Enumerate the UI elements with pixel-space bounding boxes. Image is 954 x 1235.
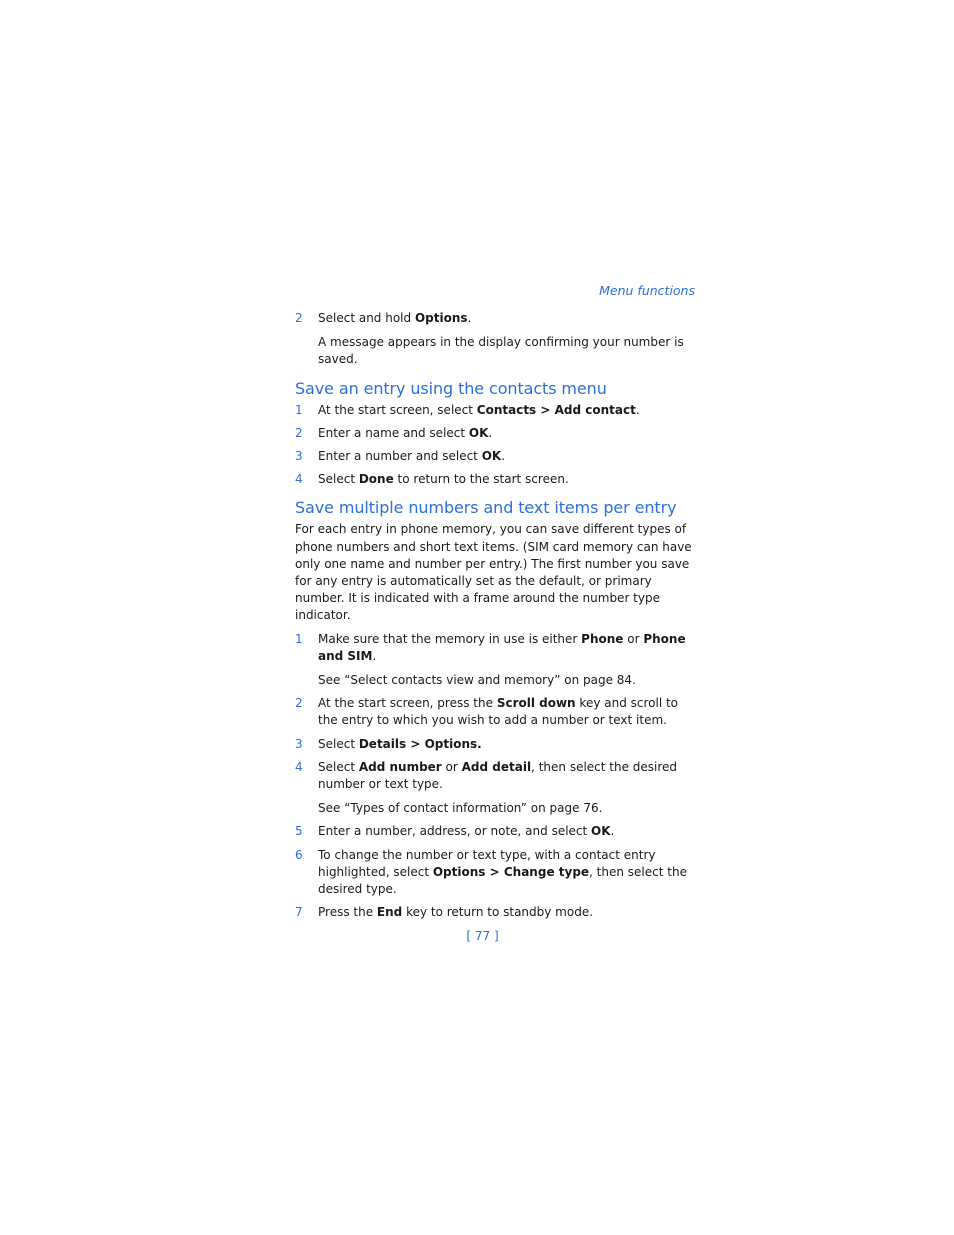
step-item	[295, 847, 695, 899]
step-emphasis: Scroll down	[496, 696, 576, 711]
step-emphasis: Details	[358, 736, 407, 751]
step-item	[295, 402, 695, 419]
step-text: Enter a number and select	[318, 449, 482, 464]
step-item	[295, 823, 695, 840]
step-emphasis: Add number	[358, 759, 442, 774]
step-item	[295, 904, 695, 921]
step-emphasis: Add detail	[461, 759, 532, 774]
running-header: Menu functions	[599, 283, 695, 298]
step-text: key to return to standby mode.	[402, 905, 594, 920]
step-item	[295, 736, 695, 753]
step-text: to return to the start screen.	[393, 472, 569, 487]
step-text: Select and hold	[318, 311, 415, 325]
contacts-menu-steps	[295, 402, 695, 489]
step-emphasis: OK	[468, 425, 489, 440]
step-item	[295, 471, 695, 488]
step-text: At the start screen, select	[318, 402, 477, 417]
step-number: 5	[295, 824, 303, 839]
step-text: or	[623, 631, 644, 646]
step-note: A message appears in the display confirming your number is saved.	[318, 335, 684, 367]
step-text: At the start screen, press the	[318, 696, 497, 711]
step-emphasis: Options	[432, 864, 486, 879]
step-item	[295, 759, 695, 793]
step-item	[295, 448, 695, 465]
step-number: 2	[295, 311, 303, 325]
step-number: 2	[295, 696, 303, 711]
step-text: .	[372, 648, 377, 663]
multiple-numbers-steps	[295, 631, 695, 922]
step-number: 1	[295, 631, 303, 646]
step-item	[295, 310, 695, 327]
step-text: or	[441, 759, 462, 774]
step-text: Select	[318, 472, 359, 487]
step-note: See “Select contacts view and memory” on page 84.	[318, 673, 636, 688]
step-text: Select	[318, 736, 359, 751]
step-emphasis: >	[485, 864, 504, 879]
step-text: To change the number or text type, with a contact entry highlighted, select	[318, 847, 656, 879]
step-note: See “Types of contact information” on page 76.	[318, 801, 603, 816]
step-number: 2	[295, 425, 303, 440]
step-text: Enter a name and select	[318, 425, 469, 440]
step-number: 4	[295, 472, 303, 487]
step-emphasis: Options	[414, 311, 468, 325]
step-text: , then select the desired type.	[318, 864, 687, 897]
step-text: , then select the desired number or text type.	[318, 759, 678, 792]
step-emphasis: > Options.	[406, 736, 482, 751]
section-heading-multiple-numbers: Save multiple numbers and text items per entry	[295, 498, 677, 518]
step-text: .	[488, 425, 493, 440]
step-text: Press the	[318, 905, 377, 920]
step-emphasis: Phone and SIM	[318, 631, 686, 663]
step-number: 7	[295, 905, 303, 920]
step-emphasis: End	[376, 905, 403, 920]
page-number: [ 77 ]	[466, 929, 499, 943]
step-number: 3	[295, 736, 303, 751]
step-emphasis: OK	[591, 824, 611, 839]
step-text: Make sure that the memory in use is either	[318, 631, 582, 646]
step-number: 4	[295, 759, 303, 774]
section-heading-contacts-menu: Save an entry using the contacts menu	[295, 378, 607, 398]
page-content	[295, 310, 695, 927]
step-emphasis: Contacts	[476, 402, 537, 417]
step-number: 1	[295, 402, 303, 417]
step-number: 3	[295, 449, 303, 464]
step-text: key and scroll to the entry to which you wish to add a number or text item.	[318, 696, 679, 728]
step-text: .	[501, 449, 506, 464]
step-text: Select	[318, 759, 359, 774]
step-text: .	[635, 402, 640, 417]
intro-steps	[295, 310, 695, 369]
step-emphasis: Done	[358, 472, 394, 487]
step-item	[295, 695, 695, 729]
step-item	[295, 425, 695, 442]
step-emphasis: Add contact	[554, 402, 636, 417]
step-emphasis: >	[536, 402, 555, 417]
step-emphasis: OK	[481, 449, 502, 464]
step-item	[295, 631, 695, 665]
body-paragraph: For each entry in phone memory, you can save different types of phone numbers and short text items. (SIM card memory can have only one name and number per entry.) The first number you save for any entry is automatically set as the default, or primary number. It is indicated with a frame around the number type indicator.	[295, 522, 692, 623]
step-emphasis: Phone	[581, 631, 624, 646]
step-text: Enter a number, address, or note, and select	[318, 824, 592, 839]
step-text: .	[610, 824, 615, 839]
step-emphasis: Change type	[503, 864, 590, 879]
step-text: .	[467, 311, 472, 325]
step-number: 6	[295, 847, 303, 862]
